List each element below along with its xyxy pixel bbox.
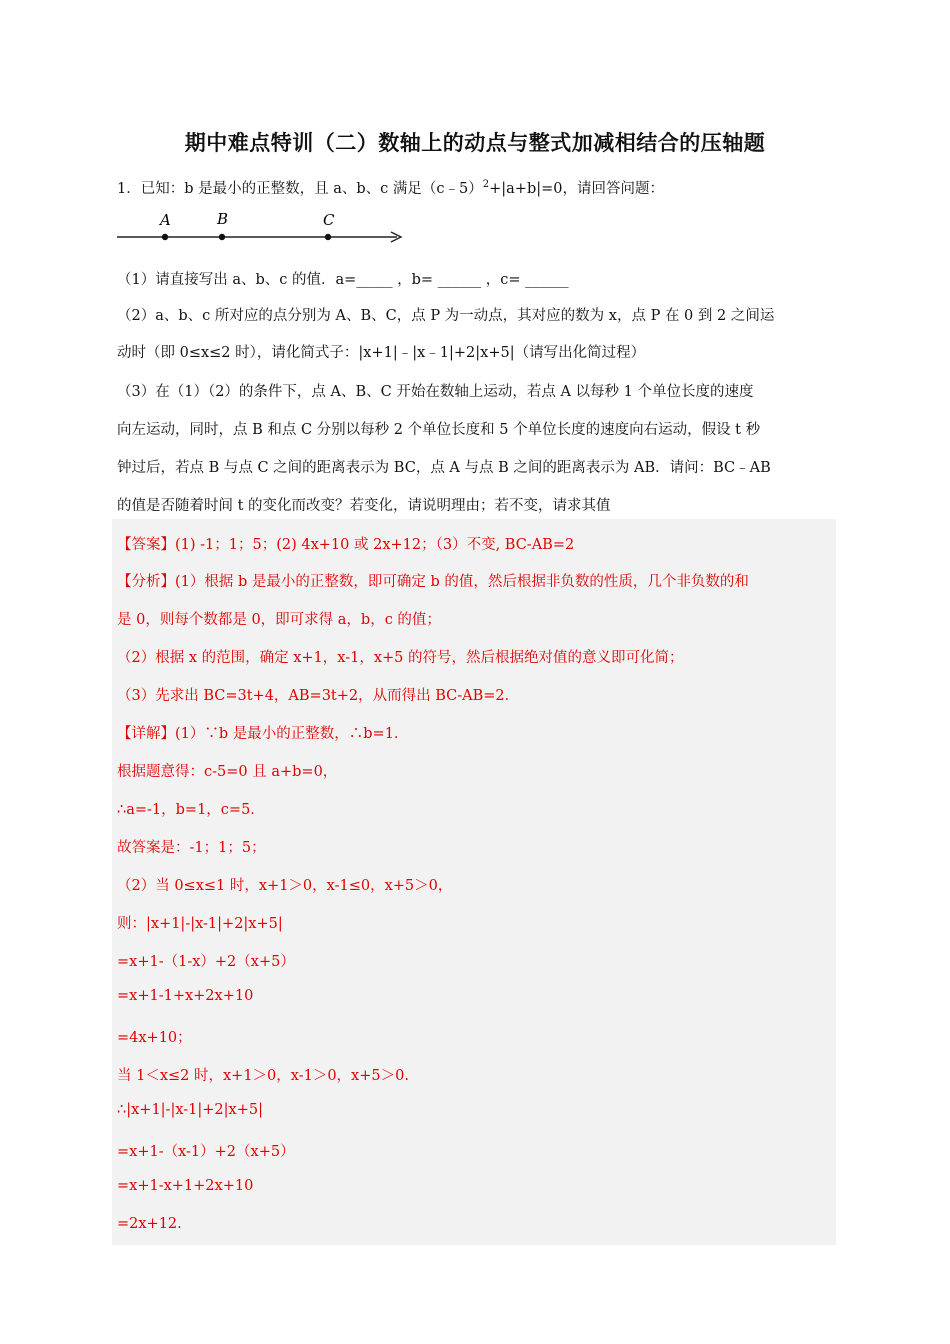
question-intro-tail: +|a+b|=0，请回答问题： xyxy=(489,181,664,197)
detail-line: ∴a=-1，b=1，c=5． xyxy=(117,802,265,818)
detail-line: =x+1-1+x+2x+10 xyxy=(117,988,254,1004)
point-a-dot xyxy=(162,234,168,240)
question-part1: （1）请直接写出 a、b、c 的值．a=_____ ，b= ______ ，c= ______ xyxy=(117,272,569,288)
detail-line: 故答案是：-1；1；5； xyxy=(117,840,266,856)
answer-line: 【答案】(1) -1；1；5；(2) 4x+10 或 2x+12；（3）不变, BC-AB=2 xyxy=(117,537,575,553)
detail-line: 当 1＜x≤2 时，x+1＞0，x-1＞0，x+5＞0. xyxy=(117,1068,409,1084)
question-intro xyxy=(117,177,664,198)
detail-line: =4x+10； xyxy=(117,1030,192,1046)
question-part3-line1: （3）在（1）（2）的条件下，点 A、B、C 开始在数轴上运动，若点 A 以每秒 1 个单位长度的速度 xyxy=(117,384,754,400)
detail-line: ∴|x+1|-|x-1|+2|x+5| xyxy=(117,1102,263,1118)
question-part3-line3: 钟过后，若点 B 与点 C 之间的距离表示为 BC，点 A 与点 B 之间的距离表示为 AB．请问：BC﹣AB xyxy=(117,460,771,476)
detail-line: 【详解】(1）∵b 是最小的正整数，∴b=1． xyxy=(117,726,409,742)
number-line-figure xyxy=(115,205,415,250)
question-intro-text: 1．已知：b 是最小的正整数，且 a、b、c 满足（c﹣5） xyxy=(117,181,483,197)
point-c-dot xyxy=(325,234,331,240)
page-title: 期中难点特训（二）数轴上的动点与整式加减相结合的压轴题 xyxy=(184,131,766,155)
exponent: 2 xyxy=(482,179,490,190)
detail-line: 则：|x+1|-|x-1|+2|x+5| xyxy=(117,916,283,932)
detail-line: =x+1-x+1+2x+10 xyxy=(117,1178,254,1194)
detail-line: =x+1-（x-1）+2（x+5） xyxy=(117,1144,295,1160)
detail-line: （2）当 0≤x≤1 时，x+1＞0，x-1≤0，x+5＞0， xyxy=(117,878,453,894)
point-a-label: A xyxy=(160,211,171,229)
detail-line: =x+1-（1-x）+2（x+5） xyxy=(117,954,295,970)
detail-line: 根据题意得：c-5=0 且 a+b=0， xyxy=(117,764,338,780)
analysis-line-3: （2）根据 x 的范围，确定 x+1，x-1，x+5 的符号，然后根据绝对值的意义即可化简； xyxy=(117,650,684,666)
analysis-line-4: （3）先求出 BC=3t+4，AB=3t+2，从而得出 BC-AB=2． xyxy=(117,688,520,704)
question-part2-line1: （2）a、b、c 所对应的点分别为 A、B、C，点 P 为一动点，其对应的数为 x，点 P 在 0 到 2 之间运 xyxy=(117,308,775,324)
analysis-line-2: 是 0，则每个数都是 0，即可求得 a，b，c 的值； xyxy=(117,612,441,628)
question-part3-line2: 向左运动，同时，点 B 和点 C 分别以每秒 2 个单位长度和 5 个单位长度的速度向右运动，假设 t 秒 xyxy=(117,422,761,438)
question-part3-line4: 的值是否随着时间 t 的变化而改变？若变化，请说明理由；若不变，请求其值 xyxy=(117,498,611,514)
analysis-line-1: 【分析】(1）根据 b 是最小的正整数，即可确定 b 的值，然后根据非负数的性质，几个非负数的和 xyxy=(117,574,749,590)
point-c-label: C xyxy=(323,211,335,229)
question-part2-line2: 动时（即 0≤x≤2 时），请化简式子：|x+1|﹣|x﹣1|+2|x+5|（请写出化简过程） xyxy=(117,345,646,361)
point-b-label: B xyxy=(217,210,229,228)
detail-line: =2x+12. xyxy=(117,1216,182,1232)
point-b-dot xyxy=(219,234,225,240)
